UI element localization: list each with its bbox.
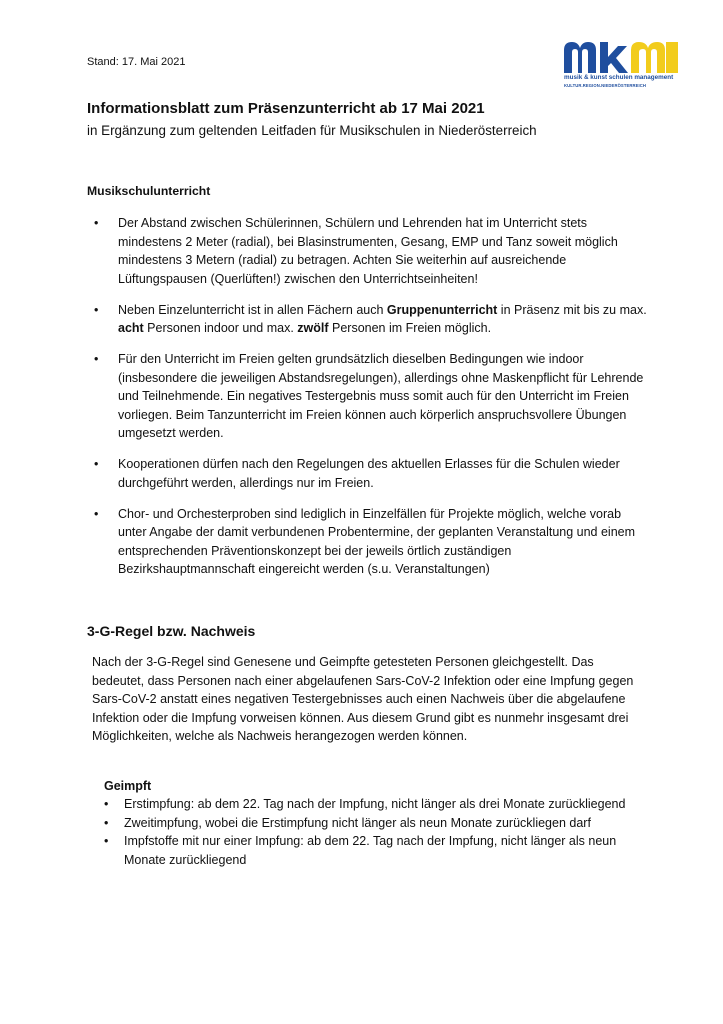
list-item bbox=[87, 455, 647, 492]
musikschulunterricht-bullet-list bbox=[87, 214, 647, 591]
bullet-icon: • bbox=[104, 815, 109, 830]
list-item bbox=[87, 505, 647, 579]
list-item bbox=[104, 795, 644, 814]
mkm-logo-mark bbox=[562, 40, 684, 74]
list-item-text: Impfstoffe mit nur einer Impfung: ab dem 22. Tag nach der Impfung, nicht länger als neun Monate zurückliegend bbox=[124, 834, 617, 867]
document-title: Informationsblatt zum Präsenzunterricht ab 17 Mai 2021 bbox=[87, 100, 485, 117]
list-item bbox=[87, 214, 647, 288]
bullet-icon: • bbox=[104, 834, 109, 848]
mkm-logo bbox=[562, 40, 684, 96]
text-run: Personen im Freien möglich. bbox=[328, 321, 492, 335]
text-run: in Präsenz mit bis zu max. bbox=[497, 302, 647, 317]
document-subtitle: in Ergänzung zum geltenden Leitfaden für Musikschulen in Niederösterreich bbox=[87, 123, 537, 138]
geimpft-bullet-list bbox=[104, 795, 644, 869]
list-item bbox=[104, 832, 644, 869]
3g-regel-paragraph: Nach der 3-G-Regel sind Genesene und Geimpfte getesteten Personen gleichgestellt. Das bedeutet, dass Personen nach einer abgelaufenen Sars-CoV-2 Infektion oder eine Impfung gegen Sars-CoV-2 anstatt eines negativen Testergebnisses auch einen Nachweis über die abgelaufene Infektion oder die Impfung vorweisen können. Aus diesem Grund gibt es nunmehr insgesamt drei Möglichkeiten, welche als Nachweis herangezogen werden können. bbox=[92, 655, 634, 744]
document-date: Stand: 17. Mai 2021 bbox=[87, 56, 186, 68]
subheading-geimpft: Geimpft bbox=[104, 779, 152, 793]
bold-text: zwölf bbox=[297, 321, 329, 335]
bullet-icon: • bbox=[94, 302, 99, 317]
text-run: Kooperationen dürfen nach den Regelungen des aktuellen Erlasses für die Schulen wieder durchgeführt werden, allerdings nur im Freien. bbox=[118, 457, 620, 490]
text-run: Der Abstand zwischen Schülerinnen, Schülern und Lehrenden hat im Unterricht stets mindestens 2 Meter (radial), bei Blasinstrumenten, Gesang, EMP und Tanz soweit möglich mindestens 3 Metern (radial) zu betragen. Achten Sie weiterhin auf ausreichende Lüftungspausen (Querlüften!) zwischen den Unterrichtseinheiten! bbox=[118, 216, 618, 286]
bullet-icon: • bbox=[94, 352, 99, 366]
text-run: Für den Unterricht im Freien gelten grundsätzlich dieselben Bedingungen wie indoor (insbesondere die jeweiligen Abstandsregelungen), allerdings ohne Maskenpflicht für Lehrende und Teilnehmende. Ein negatives Testergebnis muss somit auch für den Unterricht im Freien vorliegen. Beim Tanzunterricht im Freien können auch körperlich anspruchsvollere Übungen umgesetzt werden. bbox=[118, 352, 644, 440]
list-item bbox=[87, 350, 647, 443]
text-run: Neben Einzelunterricht ist in allen Fächern auch bbox=[118, 302, 387, 317]
text-run: Chor- und Orchesterproben sind lediglich in Einzelfällen für Projekte möglich, welche vorab unter Angabe der damit verbundenen Probentermine, der geplanten Veranstaltung und einem entsprechenden Präventionskonzept bei der jeweils örtlich zuständigen Bezirkshauptmannschaft eingereicht werden (s.u. Veranstaltungen) bbox=[118, 506, 636, 576]
section-heading-musikschulunterricht: Musikschulunterricht bbox=[87, 184, 211, 198]
text-run: Personen indoor und max. bbox=[143, 321, 298, 335]
list-item-text: Zweitimpfung, wobei die Erstimpfung nicht länger als neun Monate zurückliegen darf bbox=[124, 815, 591, 830]
bullet-icon: • bbox=[94, 506, 99, 521]
logo-subtitle: KULTUR.REGION.NIEDERÖSTERREICH bbox=[564, 83, 647, 88]
bullet-icon: • bbox=[104, 797, 109, 811]
logo-tagline: musik & kunst schulen management bbox=[564, 74, 674, 81]
list-item-text: Erstimpfung: ab dem 22. Tag nach der Impfung, nicht länger als drei Monate zurückliegend bbox=[124, 797, 626, 811]
bold-text: Gruppenunterricht bbox=[386, 302, 498, 317]
section-heading-3g-regel: 3-G-Regel bzw. Nachweis bbox=[87, 623, 256, 639]
bullet-icon: • bbox=[94, 216, 99, 230]
list-item bbox=[87, 301, 647, 338]
list-item bbox=[104, 814, 644, 833]
bold-text: acht bbox=[118, 321, 144, 335]
bullet-icon: • bbox=[94, 457, 99, 471]
